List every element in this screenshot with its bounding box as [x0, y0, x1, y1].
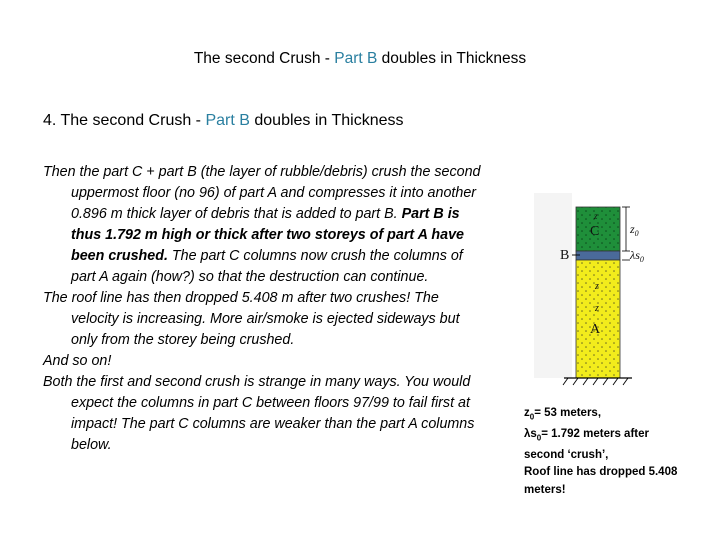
- caption-lambda-rest: = 1.792 meters after: [541, 427, 649, 440]
- slide-title: [0, 49, 720, 69]
- label-lambda-text: λs: [630, 248, 640, 262]
- caption-z-sub: 0: [529, 412, 535, 422]
- caption-lambda-sub: 0: [536, 433, 542, 443]
- heading-pre: 4. The second Crush -: [43, 112, 206, 129]
- p1-text-c: The part C columns now crush the columns of part A again (how?) so that the destruction can continue.: [71, 248, 463, 285]
- paragraph-crush: [43, 162, 483, 288]
- label-lambda-sub: 0: [639, 255, 644, 264]
- caption-lambda: λs: [524, 427, 537, 440]
- body-text: [43, 162, 483, 456]
- heading-accent: Part B: [205, 112, 250, 129]
- heading-post: doubles in Thickness: [249, 112, 404, 129]
- label-b: B: [560, 248, 570, 263]
- label-z-mid: z: [595, 281, 599, 292]
- building-diagram: [520, 185, 690, 400]
- caption-z: z: [524, 407, 530, 419]
- label-z0-z: z: [630, 222, 635, 236]
- caption-line-2: [524, 426, 714, 447]
- section-heading: [43, 111, 523, 131]
- slide-title-accent: Part B: [334, 50, 378, 67]
- label-z-upper: z: [594, 211, 598, 221]
- slide-title-pre: The second Crush -: [193, 50, 335, 67]
- label-a: A: [590, 322, 601, 337]
- part-b-layer: [576, 251, 620, 260]
- diagram-background-shade: [534, 193, 572, 378]
- caption-line-4: Roof line has dropped 5.408 meters!: [524, 466, 678, 496]
- caption-z-rest: = 53 meters,: [534, 407, 602, 419]
- caption-line-1: [524, 405, 714, 426]
- diagram-caption: [524, 405, 714, 499]
- p1-bold-text: Part B is thus 1.792 m high or thick after two storeys of part A have been crushed.: [71, 206, 464, 264]
- label-lambda-s0: [629, 248, 644, 264]
- ground-hatch: [563, 378, 628, 385]
- paragraph-and-so-on: And so on!: [43, 353, 112, 369]
- label-z0-sub: 0: [634, 229, 639, 238]
- caption-line-3: second ‘crush’,: [524, 448, 609, 461]
- slide-title-post: doubles in Thickness: [377, 50, 527, 67]
- label-z-low: z: [595, 303, 599, 314]
- paragraph-strange: Both the first and second crush is strange in many ways. You would expect the columns in part C between floors 97/99 to fail first at impact! The part C columns are weaker than the part A columns below.: [43, 374, 475, 453]
- p1-text-a: Then the part C + part B (the layer of rubble/debris) crush the second uppermost floor (no 96) of part A and compresses it into another 0.896 m thick layer of debris that is added to part B.: [43, 164, 481, 222]
- paragraph-roofline: The roof line has then dropped 5.408 m after two crushes! The velocity is increasing. More air/smoke is ejected sideways but only from the storey being crushed.: [43, 290, 460, 348]
- part-a-block: [576, 260, 620, 378]
- label-c: C: [590, 224, 600, 239]
- label-z0: [629, 222, 639, 238]
